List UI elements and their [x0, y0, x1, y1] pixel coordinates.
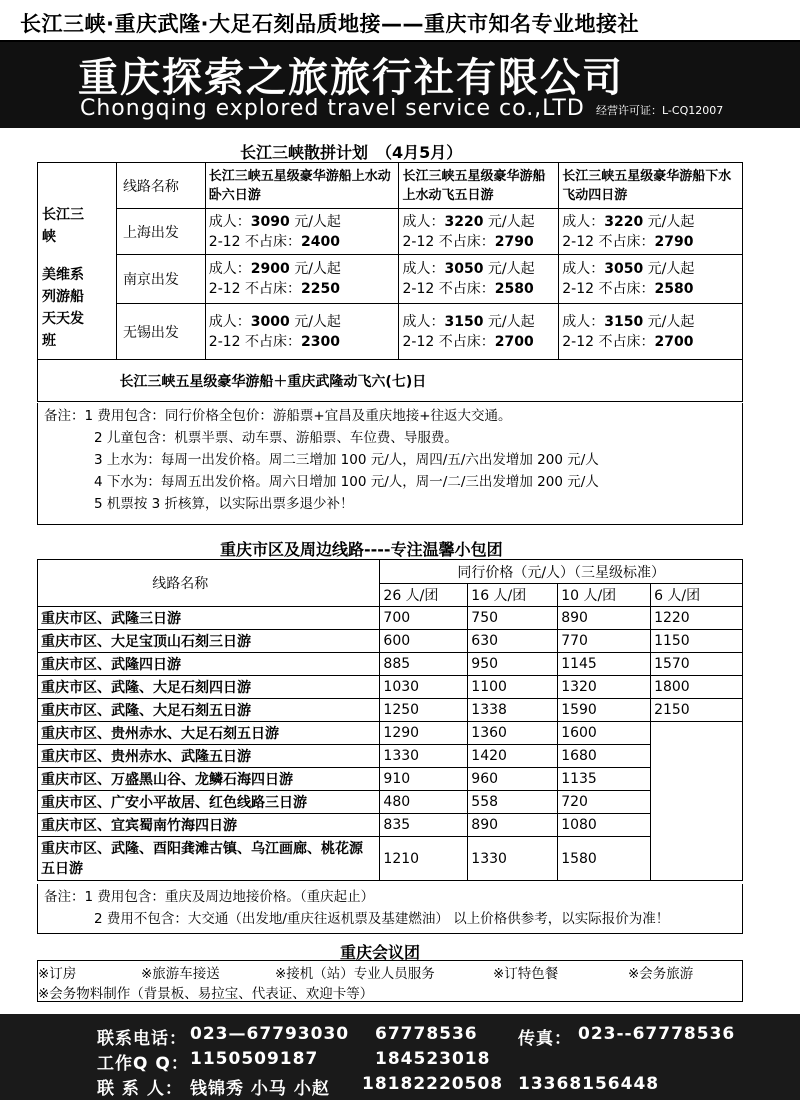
local-tours-table — [37, 559, 743, 881]
price: 630 — [468, 630, 558, 653]
departure-city: 无锡出发 — [116, 304, 205, 360]
price: 1080 — [558, 814, 651, 837]
price: 1145 — [558, 653, 651, 676]
qq-number: 1150509187 — [190, 1049, 319, 1069]
price: 700 — [380, 607, 468, 630]
tagline: 长江三峡·重庆武隆·大足石刻品质地接——重庆市知名专业地接社 — [20, 12, 639, 36]
contact-persons: 钱锦秀 小马 小赵 — [190, 1079, 330, 1099]
price: 890 — [468, 814, 558, 837]
price: 960 — [468, 768, 558, 791]
price-cell: 成人：3220 元/人起 2-12 不占床：2790 — [559, 209, 743, 255]
price-cell: 成人：3090 元/人起 2-12 不占床：2400 — [205, 209, 399, 255]
price: 1210 — [380, 837, 468, 881]
table-row — [38, 653, 743, 676]
price: 1220 — [651, 607, 743, 630]
empty-cell — [651, 722, 743, 881]
company-banner — [0, 42, 800, 128]
cruise-row — [38, 255, 743, 304]
table-row — [38, 814, 743, 837]
price: 835 — [380, 814, 468, 837]
cruise-notes — [37, 403, 743, 525]
table-row — [38, 676, 743, 699]
mobile-number: 18182220508 — [362, 1074, 504, 1094]
route-name: 重庆市区、贵州赤水、武隆五日游 — [38, 745, 380, 768]
fax-label: 传真： — [518, 1029, 572, 1049]
meeting-item: ※会务物料制作（背景板、易拉宝、代表证、欢迎卡等） — [38, 986, 374, 1002]
mobile-number: 13368156448 — [518, 1074, 660, 1094]
qq-number: 184523018 — [375, 1049, 491, 1069]
meeting-item: ※会务旅游 — [628, 966, 694, 982]
price: 1330 — [468, 837, 558, 881]
price-cell: 成人：3150 元/人起 2-12 不占床：2700 — [559, 304, 743, 360]
price: 950 — [468, 653, 558, 676]
cruise-title: 长江三峡散拼计划 （4月5月） — [240, 143, 463, 162]
route-header: 线路名称 — [116, 163, 205, 209]
tel-number: 023—67793030 — [190, 1024, 350, 1044]
price-cell: 成人：3220 元/人起 2-12 不占床：2790 — [399, 209, 559, 255]
price: 890 — [558, 607, 651, 630]
meeting-item: ※旅游车接送 — [141, 966, 220, 982]
license-number: 经营许可证：L-CQ12007 — [596, 104, 724, 117]
fax-number: 023--67778536 — [578, 1024, 736, 1044]
meeting-services — [37, 960, 743, 1002]
table-row — [38, 607, 743, 630]
group-size-header: 16 人/团 — [468, 584, 558, 607]
table-row — [38, 768, 743, 791]
route-name: 重庆市区、宜宾蜀南竹海四日游 — [38, 814, 380, 837]
note-line: 5 机票按 3 折核算，以实际出票多退少补！ — [94, 496, 354, 512]
price: 1420 — [468, 745, 558, 768]
table-row — [38, 791, 743, 814]
route-name: 重庆市区、武隆、大足石刻四日游 — [38, 676, 380, 699]
price-cell: 成人：2900 元/人起 2-12 不占床：2250 — [205, 255, 399, 304]
note-line: 3 上水为：每周一出发价格。周二三增加 100 元/人，周四/五/六出发增加 200 元/人 — [94, 452, 599, 468]
side-label-line1: 长江三峡 — [42, 207, 84, 245]
group-size-header: 6 人/团 — [651, 584, 743, 607]
price: 910 — [380, 768, 468, 791]
route-name: 重庆市区、武隆三日游 — [38, 607, 380, 630]
table-row — [38, 837, 743, 881]
price: 1800 — [651, 676, 743, 699]
table-row — [38, 745, 743, 768]
route-title: 长江三峡五星级豪华游船下水飞动四日游 — [559, 163, 743, 209]
price: 1290 — [380, 722, 468, 745]
company-name-en: Chongqing explored travel service co.,LTD — [80, 96, 585, 121]
qq-label: 工作Q Q： — [97, 1054, 189, 1074]
contact-footer — [0, 1014, 800, 1100]
price: 1100 — [468, 676, 558, 699]
price: 1320 — [558, 676, 651, 699]
cruise-row — [38, 304, 743, 360]
note-line: 备注：1 费用包含：重庆及周边地接价格。（重庆起止） — [44, 889, 375, 905]
cruise-table — [37, 162, 743, 402]
meeting-item: ※订房 — [38, 966, 77, 982]
table-row — [38, 722, 743, 745]
price: 1330 — [380, 745, 468, 768]
tagline-bar — [0, 0, 800, 42]
note-line: 4 下水为：每周五出发价格。周六日增加 100 元/人，周一/二/三出发增加 200 元/人 — [94, 474, 599, 490]
note-line: 备注：1 费用包含：同行价格全包价：游船票+宜昌及重庆地接+往返大交通。 — [44, 408, 512, 424]
departure-city: 上海出发 — [116, 209, 205, 255]
route-title: 长江三峡五星级豪华游船上水动飞五日游 — [399, 163, 559, 209]
price: 770 — [558, 630, 651, 653]
table-row — [38, 699, 743, 722]
route-name: 重庆市区、广安小平故居、红色线路三日游 — [38, 791, 380, 814]
person-label: 联 系 人： — [97, 1079, 183, 1099]
side-label-line2: 美维系列游船天天发班 — [42, 267, 84, 349]
price: 600 — [380, 630, 468, 653]
route-title: 长江三峡五星级豪华游船上水动卧六日游 — [205, 163, 399, 209]
group-size-header: 26 人/团 — [380, 584, 468, 607]
tel-number: 67778536 — [375, 1024, 478, 1044]
price: 1135 — [558, 768, 651, 791]
local-title: 重庆市区及周边线路----专注温馨小包团 — [220, 540, 503, 559]
note-line: 2 儿童包含：机票半票、动车票、游船票、车位费、导服费。 — [94, 430, 458, 446]
meeting-item: ※接机（站）专业人员服务 — [275, 966, 435, 982]
route-name: 重庆市区、武隆、大足石刻五日游 — [38, 699, 380, 722]
price: 1590 — [558, 699, 651, 722]
local-route-header: 线路名称 — [38, 560, 380, 607]
price: 2150 — [651, 699, 743, 722]
departure-city: 南京出发 — [116, 255, 205, 304]
price: 885 — [380, 653, 468, 676]
price: 1580 — [558, 837, 651, 881]
meeting-item: ※订特色餐 — [493, 966, 559, 982]
local-notes — [37, 884, 743, 934]
price: 480 — [380, 791, 468, 814]
tel-label: 联系电话： — [97, 1029, 187, 1049]
route-name: 重庆市区、贵州赤水、大足石刻五日游 — [38, 722, 380, 745]
note-line: 2 费用不包含：大交通（出发地/重庆往返机票及基建燃油） 以上价格供参考，以实际报价为准！ — [94, 911, 670, 927]
company-name-cn: 重庆探索之旅旅行社有限公司 — [78, 55, 624, 101]
price: 1150 — [651, 630, 743, 653]
price: 1338 — [468, 699, 558, 722]
meeting-title: 重庆会议团 — [340, 943, 421, 962]
cruise-row — [38, 209, 743, 255]
route-name: 重庆市区、万盛黑山谷、龙鳞石海四日游 — [38, 768, 380, 791]
price: 1360 — [468, 722, 558, 745]
price: 750 — [468, 607, 558, 630]
price: 1570 — [651, 653, 743, 676]
extra-route: 长江三峡五星级豪华游船＋重庆武隆动飞六(七)日 — [116, 360, 742, 402]
cruise-side-label — [38, 163, 117, 360]
price-cell: 成人：3050 元/人起 2-12 不占床：2580 — [559, 255, 743, 304]
table-row — [38, 630, 743, 653]
price: 1250 — [380, 699, 468, 722]
price: 558 — [468, 791, 558, 814]
price: 1030 — [380, 676, 468, 699]
price: 1680 — [558, 745, 651, 768]
price-cell: 成人：3000 元/人起 2-12 不占床：2300 — [205, 304, 399, 360]
price: 720 — [558, 791, 651, 814]
group-size-header: 10 人/团 — [558, 584, 651, 607]
price-cell: 成人：3050 元/人起 2-12 不占床：2580 — [399, 255, 559, 304]
route-name: 重庆市区、武隆、酉阳龚滩古镇、乌江画廊、桃花源五日游 — [38, 837, 380, 881]
route-name: 重庆市区、大足宝顶山石刻三日游 — [38, 630, 380, 653]
price: 1600 — [558, 722, 651, 745]
route-name: 重庆市区、武隆四日游 — [38, 653, 380, 676]
local-price-header: 同行价格（元/人）（三星级标准） — [380, 560, 743, 584]
price-cell: 成人：3150 元/人起 2-12 不占床：2700 — [399, 304, 559, 360]
